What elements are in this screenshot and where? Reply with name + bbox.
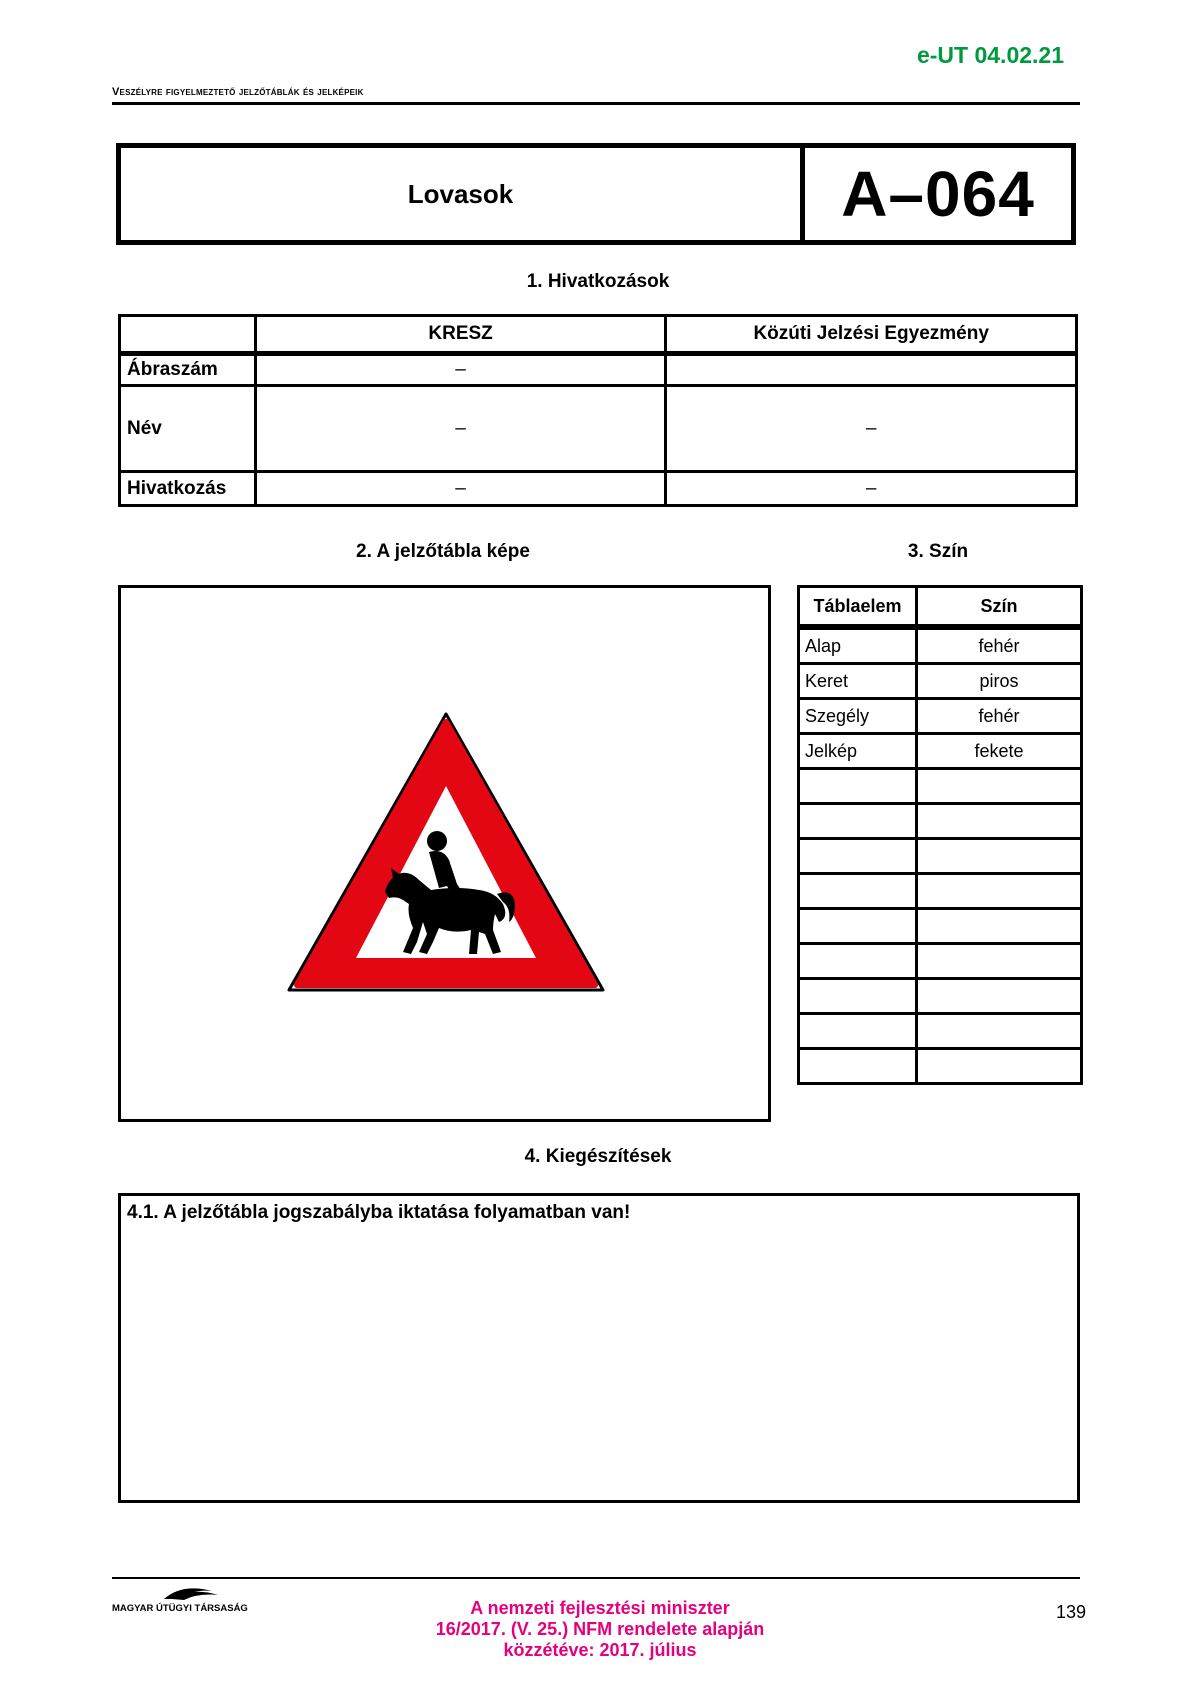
header-empty-cell (120, 316, 256, 354)
header-divider (112, 102, 1080, 105)
sign-picture-box (118, 585, 771, 1122)
references-table (118, 314, 1078, 507)
empty-table-row (799, 979, 1082, 1014)
cell-kresz: – (255, 472, 666, 506)
element-cell (799, 909, 917, 944)
supplements-box (118, 1193, 1080, 1503)
company-logo-icon (112, 1585, 272, 1615)
header-kje: Közúti Jelzési Egyezmény (666, 316, 1077, 354)
cell-kresz: – (255, 386, 666, 472)
table-row (120, 472, 1077, 506)
footer-line-3: közzétéve: 2017. július (503, 1640, 697, 1660)
sign-name: Lovasok (407, 178, 514, 209)
page-number: 139 (1055, 1602, 1086, 1622)
color-cell: fehér (917, 699, 1082, 734)
color-cell (917, 1049, 1082, 1084)
table-row (799, 627, 1082, 664)
element-cell (799, 944, 917, 979)
document-code: e-UT 04.02.21 (916, 42, 1064, 68)
table-row (120, 386, 1077, 472)
element-cell (799, 1049, 917, 1084)
element-cell (799, 769, 917, 804)
table-row (799, 664, 1082, 699)
section-title-supplements: 4. Kiegészítések (524, 1146, 672, 1167)
table-header-row (120, 316, 1077, 354)
table-row (799, 699, 1082, 734)
color-cell (917, 909, 1082, 944)
logo-text: MAGYAR ÚTÜGYI TÁRSASÁG (112, 1603, 248, 1614)
color-cell (917, 944, 1082, 979)
color-cell: fehér (917, 627, 1082, 664)
publication-note (330, 1598, 870, 1661)
horse-rider-warning-triangle-icon (281, 708, 611, 998)
footer-line-2: 16/2017. (V. 25.) NFM rendelete alapján (435, 1619, 765, 1639)
color-cell: fekete (917, 734, 1082, 769)
empty-table-row (799, 944, 1082, 979)
empty-table-row (799, 804, 1082, 839)
header-element: Táblaelem (799, 587, 917, 628)
color-cell (917, 804, 1082, 839)
footer-divider (112, 1577, 1080, 1579)
element-cell (799, 979, 917, 1014)
empty-table-row (799, 909, 1082, 944)
element-cell (799, 874, 917, 909)
sign-title-box (116, 143, 1076, 245)
element-cell: Jelkép (799, 734, 917, 769)
cell-kje: – (666, 386, 1077, 472)
color-table (797, 585, 1083, 1085)
element-cell: Szegély (799, 699, 917, 734)
element-cell (799, 839, 917, 874)
element-cell (799, 804, 917, 839)
color-cell (917, 1014, 1082, 1049)
table-row (120, 354, 1077, 386)
element-cell: Alap (799, 627, 917, 664)
empty-table-row (799, 839, 1082, 874)
color-cell: piros (917, 664, 1082, 699)
chapter-title: Veszélyre figyelmeztető jelzőtáblák és jelképeik (112, 86, 364, 98)
color-cell (917, 769, 1082, 804)
empty-table-row (799, 874, 1082, 909)
color-cell (917, 979, 1082, 1014)
section-title-color: 3. Szín (907, 541, 969, 562)
section-title-references: 1. Hivatkozások (526, 271, 670, 292)
sign-code: A–064 (841, 158, 1035, 230)
color-cell (917, 839, 1082, 874)
footer-line-1: A nemzeti fejlesztési miniszter (470, 1598, 730, 1618)
row-label: Ábraszám (120, 354, 256, 386)
logo (112, 1585, 272, 1620)
empty-table-row (799, 1049, 1082, 1084)
row-label: Hivatkozás (120, 472, 256, 506)
supplement-text: 4.1. A jelzőtábla jogszabályba iktatása folyamatban van! (127, 1202, 631, 1223)
empty-table-row (799, 769, 1082, 804)
header-kresz: KRESZ (255, 316, 666, 354)
cell-kje (666, 354, 1077, 386)
cell-kje: – (666, 472, 1077, 506)
table-header-row (799, 587, 1082, 628)
cell-kresz: – (255, 354, 666, 386)
table-row (799, 734, 1082, 769)
element-cell (799, 1014, 917, 1049)
header-color: Szín (917, 587, 1082, 628)
section-title-picture: 2. A jelzőtábla képe (356, 541, 530, 562)
row-label: Név (120, 386, 256, 472)
color-cell (917, 874, 1082, 909)
empty-table-row (799, 1014, 1082, 1049)
element-cell: Keret (799, 664, 917, 699)
